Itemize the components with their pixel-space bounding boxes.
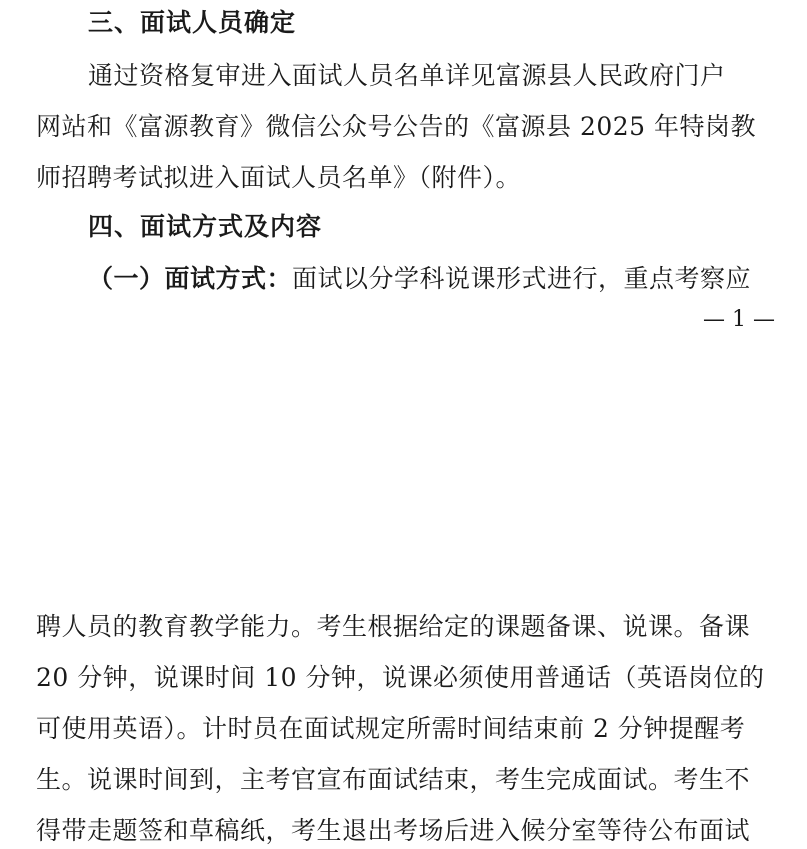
paragraph-line-1: 通过资格复审进入面试人员名单详见富源县人民政府门户 — [88, 61, 726, 90]
page-number: — 1 — — [703, 307, 775, 332]
paragraph-line-3: 师招聘考试拟进入面试人员名单》（附件）。 — [36, 163, 522, 192]
subsection-line — [88, 264, 751, 294]
page2-line-5: 得带走题签和草稿纸，考生退出考场后进入候分室等待公布面试 — [36, 816, 751, 845]
page2-line-4: 生。说课时间到，主考官宣布面试结束，考生完成面试。考生不 — [36, 765, 751, 794]
subsection-label: （一）面试方式： — [88, 264, 293, 293]
paragraph-line-2: 网站和《富源教育》微信公众号公告的《富源县 2025 年特岗教 — [36, 112, 757, 141]
page2-line-3: 可使用英语）。计时员在面试规定所需时间结束前 2 分钟提醒考 — [36, 714, 746, 743]
subsection-text: 面试以分学科说课形式进行，重点考察应 — [292, 264, 752, 293]
page2-line-1: 聘人员的教育教学能力。考生根据给定的课题备课、说课。备课 — [36, 612, 751, 641]
page-break-gap — [0, 345, 807, 595]
page2-line-2: 20 分钟，说课时间 10 分钟，说课必须使用普通话（英语岗位的 — [36, 663, 765, 692]
section-heading-4: 四、面试方式及内容 — [88, 212, 323, 241]
section-heading-3: 三、面试人员确定 — [88, 8, 297, 37]
